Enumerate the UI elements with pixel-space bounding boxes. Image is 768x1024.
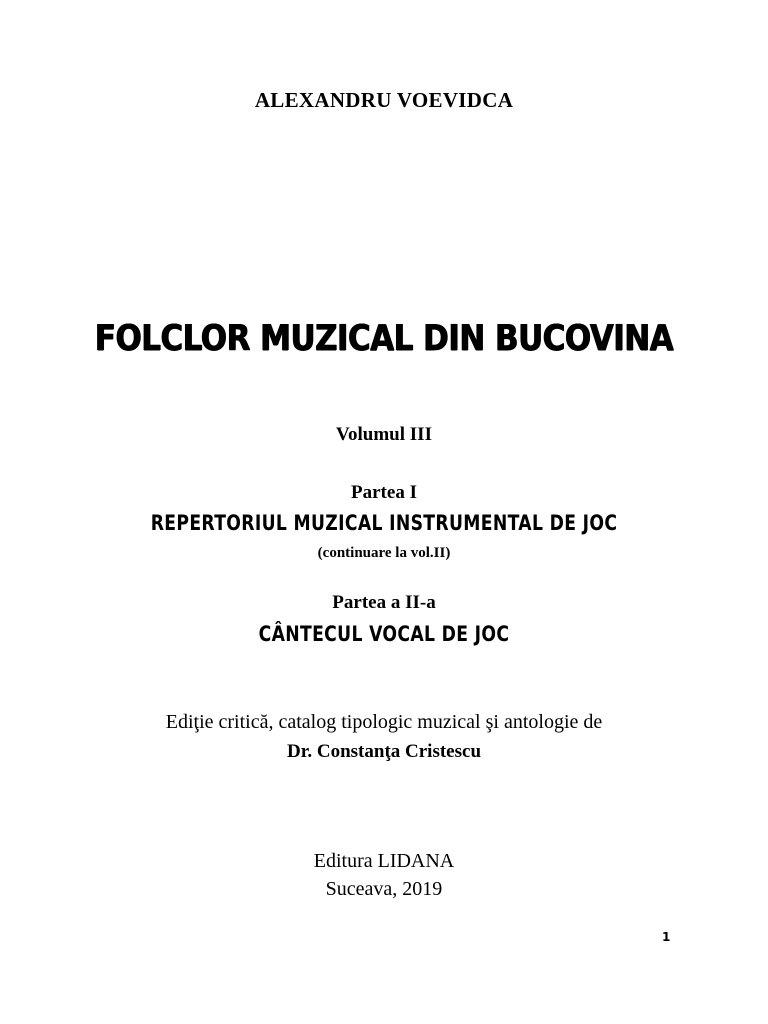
part-one-note: (continuare la vol.II) bbox=[317, 545, 451, 561]
publication-place-year: Suceava, 2019 bbox=[325, 878, 443, 900]
part-two-label: Partea a II-a bbox=[332, 592, 436, 613]
edition-description: Ediţie critică, catalog tipologic muzical şi antologie de bbox=[165, 711, 603, 733]
page-number: 1 bbox=[662, 930, 671, 944]
publisher-name: Editura LIDANA bbox=[313, 850, 455, 872]
editor-name: Dr. Constanţa Cristescu bbox=[286, 741, 482, 762]
part-two-title: CÂNTECUL VOCAL DE JOC bbox=[258, 622, 510, 646]
volume-label: Volumul III bbox=[336, 424, 432, 445]
part-one-title: REPERTORIUL MUZICAL INSTRUMENTAL DE JOC bbox=[150, 511, 618, 535]
author-name: ALEXANDRU VOEVIDCA bbox=[254, 88, 514, 112]
book-title: FOLCLOR MUZICAL DIN BUCOVINA bbox=[94, 318, 674, 359]
part-one-label: Partea I bbox=[351, 482, 417, 503]
